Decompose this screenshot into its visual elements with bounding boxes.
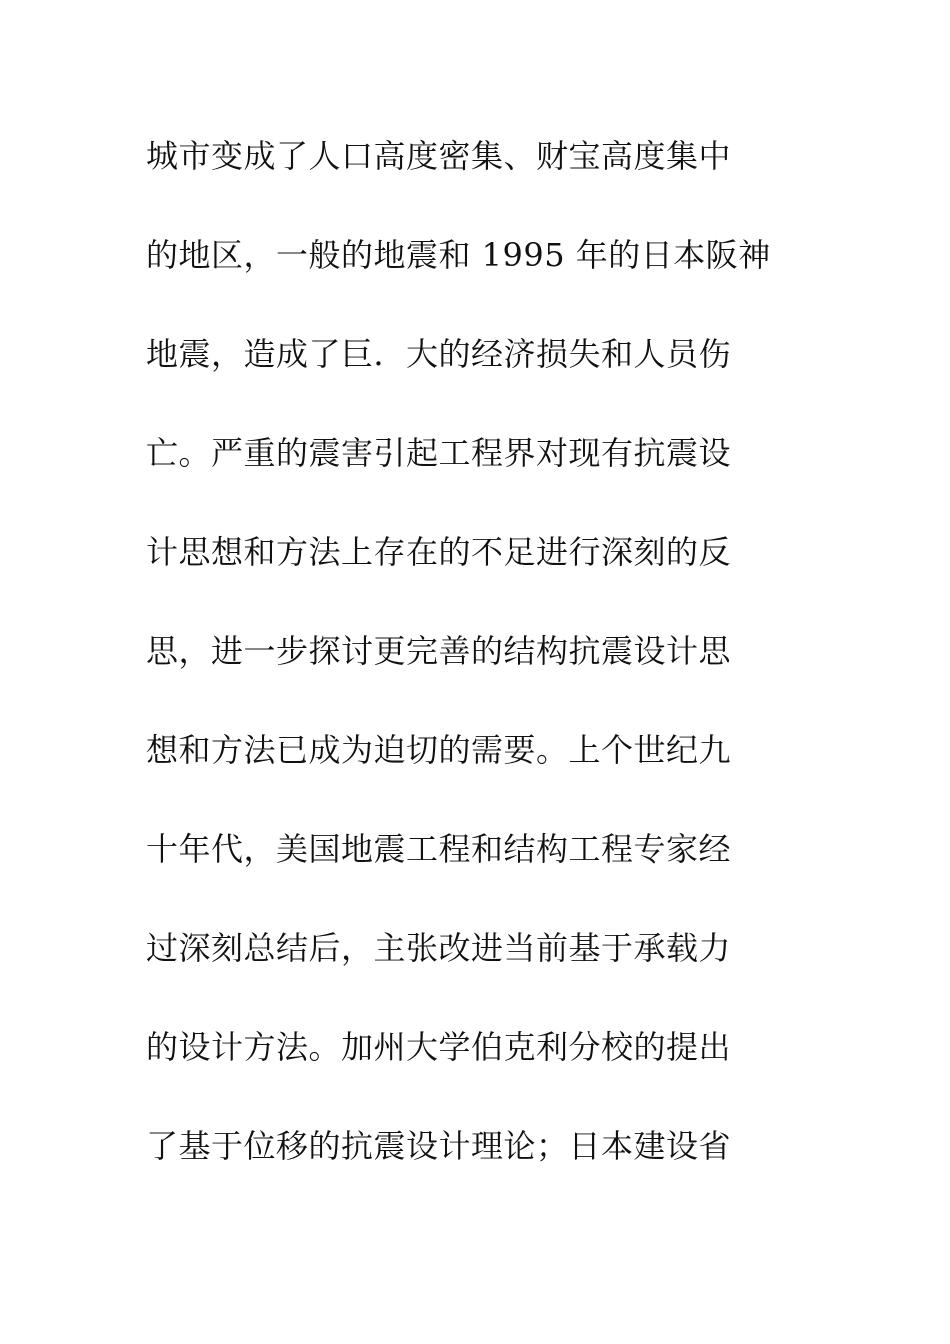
text-line: 的地区，一般的地震和 1995 年的日本阪神: [146, 236, 771, 274]
text-line: 亡。严重的震害引起工程界对现有抗震设: [146, 434, 732, 472]
text-line: 地震，造成了巨．大的经济损失和人员伤: [146, 335, 732, 373]
text-line: 想和方法已成为迫切的需要。上个世纪九: [146, 731, 732, 769]
text-line: 计思想和方法上存在的不足进行深刻的反: [146, 533, 732, 571]
text-line: 思，进一步探讨更完善的结构抗震设计思: [146, 632, 732, 670]
text-line: 十年代，美国地震工程和结构工程专家经: [146, 830, 732, 868]
text-line: 城市变成了人口高度密集、财宝高度集中: [146, 137, 732, 175]
text-line: 的设计方法。加州大学伯克利分校的提出: [146, 1028, 732, 1066]
text-line: 了基于位移的抗震设计理论；日本建设省: [146, 1127, 732, 1165]
body-text: [146, 124, 806, 1213]
text-line: 过深刻总结后，主张改进当前基于承载力: [146, 929, 732, 967]
